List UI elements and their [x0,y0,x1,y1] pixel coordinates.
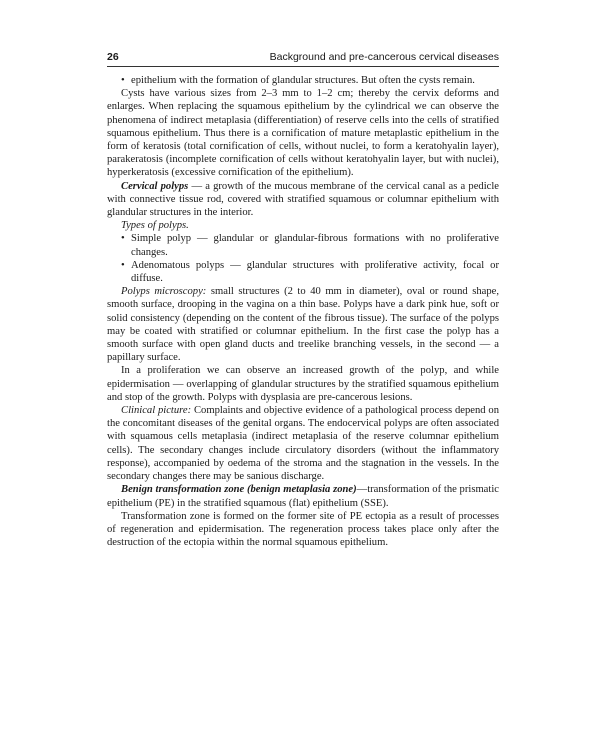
term-clinical-picture: Clinical picture: [121,405,192,417]
bullet-icon: • [121,75,125,86]
term-benign-zone: Benign transformation zone (benign metaplasia zone) [121,484,357,496]
paragraph-cysts: Cysts have various sizes from 2–3 mm to 1–2 cm; thereby the cervix deforms and enlarges. When replacing the squamous epithelium by the cylindrical we can observe the phenomena of indirect metaplasia (differentiation) of reserve cells into the cells of stratified squamous epithelium. Thus there is a cornification of mature metaplastic epithelium in the form of keratosis (total cornification of cells, without nuclei, to form a keratohyalin layer), parakeratosis (incomplete cornification of cells without keratohyalin layer, but with nuclei), hyperkeratosis (excessive cornification of the epithelium). [107,88,499,179]
bullet-icon: • [121,233,125,245]
bullet-epithelium: • epithelium with the formation of glandular structures. But often the cysts remain. [121,75,475,86]
bullet-simple-polyp: • Simple polyp — glandular or glandular-fibrous formations with no proliferative changes. [121,233,499,258]
page-header [107,51,499,65]
running-title: Background and pre-cancerous cervical diseases [269,51,499,63]
paragraph-proliferation: In a proliferation we can observe an increased growth of the polyp, and while epidermisation — overlapping of glandular structures by the stratified squamous epithelium and stop of the growth. Polyps with dysplasia are pre-cancerous lesions. [107,365,499,403]
header-rule [107,66,499,67]
paragraph-transformation-zone: Transformation zone is formed on the former site of PE ectopia as a result of processes of regeneration and epidermisation. The regeneration process takes place only after the destruction of the ectopia within the normal squamous epithelium. [107,510,499,549]
term-cervical-polyps: Cervical polyps [121,180,189,192]
bullet-icon: • [121,259,125,271]
bullet-adenomatous-polyps: • Adenomatous polyps — glandular structures with proliferative activity, focal or diffuse. [121,259,499,285]
term-microscopy: Polyps microscopy: [121,286,207,298]
page-number: 26 [107,51,119,63]
paragraph-cervical-polyps: Cervical polyps — a growth of the mucous membrane of the cervical canal as a pedicle with connective tissue rod, covered with stratified squamous or columnar epithelium with glandular structures in the interior. [107,180,499,219]
body-text [107,74,499,549]
paragraph-clinical-picture: Clinical picture: Complaints and objective evidence of a pathological process depend on the concomitant diseases of the genital organs. The endocervical polyps are often associated with squamous cells metaplasia (indirect metaplasia of the reserve columnar epithelium cells). The secondary changes include circulatory disorders (without the inflammatory response), accompanied by oedema of the stroma and the stagnation in the vessels. In the secondary changes there may be sanious discharge. [107,405,499,483]
paragraph-benign-zone: Benign transformation zone (benign metaplasia zone)—transformation of the prismatic epithelium (PE) in the stratified squamous (flat) epithelium (SSE). [107,484,499,509]
types-heading: Types of polyps. [121,220,189,232]
paragraph-microscopy: Polyps microscopy: small structures (2 to 40 mm in diameter), oval or round shape, smooth surface, drooping in the vagina on a thin base. Polyps have a dark pink hue, soft or solid consistency (depending on the content of the fibrous tissue). The surface of the polyps may be coated with stratified or columnar epithelium. In the first case the polyp has a smooth surface with open gland ducts and treelike branching vessels, in the second — a papillary surface. [107,286,499,364]
